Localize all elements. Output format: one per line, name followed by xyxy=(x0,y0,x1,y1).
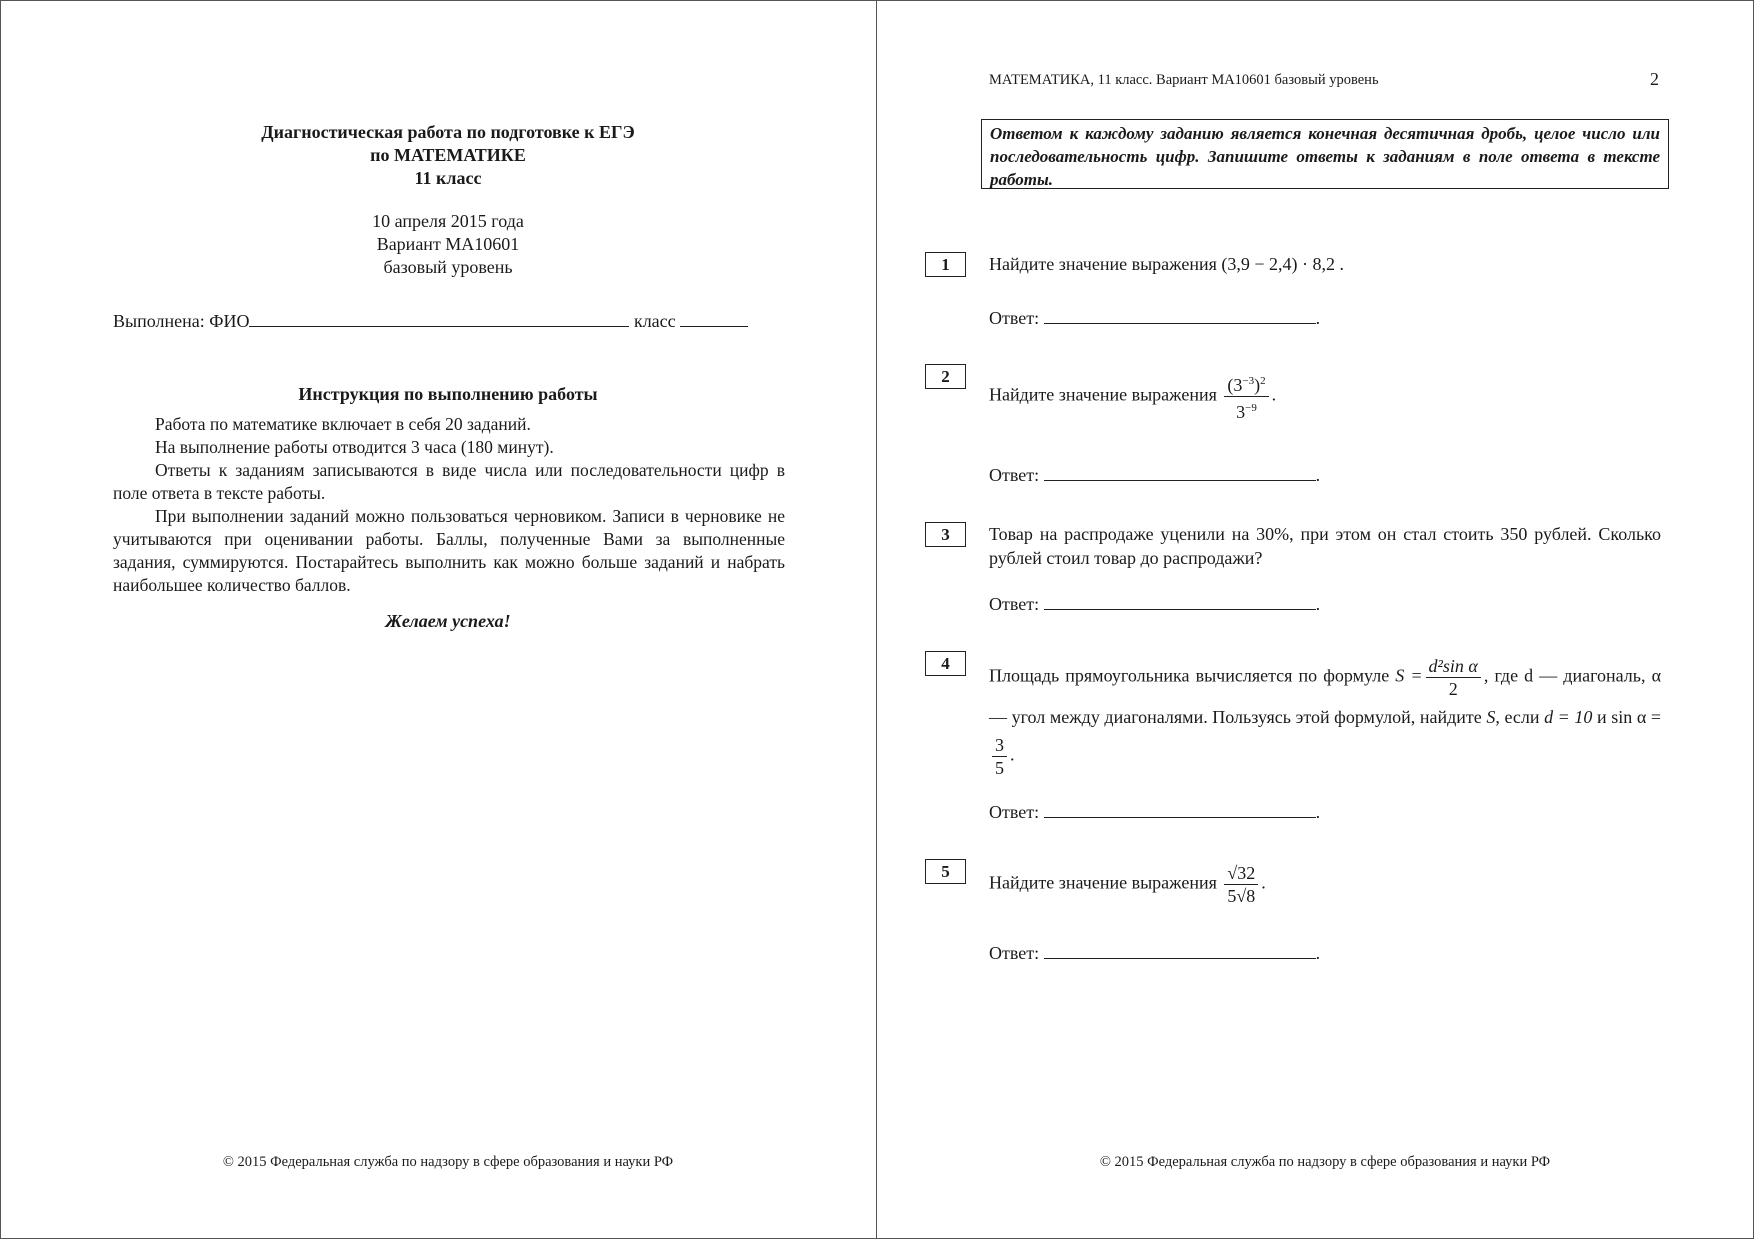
task-2-text: Найдите значение выражения $\frac{(3^{-3})^2}{3^{-9}}$ . xyxy=(989,370,1661,423)
task-number-box: 5 xyxy=(925,859,966,884)
fio-label: Выполнена: ФИО xyxy=(113,311,250,331)
answer-instruction-box: Ответом к каждому заданию является конечная десятичная дробь, целое число или последовательность цифр. Запишите ответы к заданиям в поле ответа в тексте работы. xyxy=(981,119,1669,189)
fraction-numerator: $(3^{-3})^2$ xyxy=(1224,370,1268,397)
title-line: 11 класс xyxy=(414,168,482,188)
task-expression: (3,9 − 2,4) · 8,2 . xyxy=(1221,254,1345,274)
answer-label: Ответ: xyxy=(989,465,1040,485)
fio-row xyxy=(113,310,748,332)
exam-variant: Вариант МА10601 xyxy=(376,234,520,254)
fraction xyxy=(1224,370,1268,423)
answer-label: Ответ: xyxy=(989,594,1040,614)
instruction-paragraph: На выполнение работы отводится 3 часа (180 минут). xyxy=(155,437,554,457)
fraction-numerator: √32 xyxy=(1224,862,1258,885)
answer-label: Ответ: xyxy=(989,943,1040,963)
title-line: Диагностическая работа по подготовке к ЕГЭ xyxy=(261,122,635,142)
instructions-title: Инструкция по выполнению работы xyxy=(298,384,598,404)
fraction xyxy=(1224,862,1258,907)
answer-label: Ответ: xyxy=(989,802,1040,822)
instruction-paragraph: Ответы к заданиям записываются в виде числа или последовательности цифр в поле ответа в тексте работы. xyxy=(113,460,785,503)
class-field[interactable] xyxy=(680,310,748,327)
instruction-paragraph: Работа по математике включает в себя 20 заданий. xyxy=(155,414,531,434)
fio-field[interactable] xyxy=(249,310,629,327)
exam-level: базовый уровень xyxy=(383,257,513,277)
answer-row: Ответ: . xyxy=(989,594,1321,614)
sin-fraction: $\frac{3}{5}$ xyxy=(992,734,1007,779)
running-header: МАТЕМАТИКА, 11 класс. Вариант МА10601 базовый уровень xyxy=(989,72,1379,88)
task-4-text: Площадь прямоугольника вычисляется по формуле S = $\frac{\text{d²sin α}}{2}$ , где d — диагональ, α — угол между диагоналями. Пользуясь этой формулой, найдите S, если d = 10 и sin α = $\frac{3}{5}$ . xyxy=(989,656,1662,778)
answer-row: Ответ: . xyxy=(989,308,1321,328)
page-number: 2 xyxy=(1650,69,1659,89)
fraction-denominator: 5√8 xyxy=(1227,886,1256,906)
task-prompt: Найдите значение выражения xyxy=(989,872,1217,893)
exam-meta xyxy=(112,210,784,279)
task-number-box: 2 xyxy=(925,364,966,389)
answer-field[interactable] xyxy=(1044,464,1316,481)
task-prompt: Найдите значение выражения xyxy=(989,254,1217,274)
task-number-box: 4 xyxy=(925,651,966,676)
right-footer: © 2015 Федеральная служба по надзору в сфере образования и науки РФ xyxy=(1099,1154,1551,1170)
fraction-denominator: $3^{-9}$ xyxy=(1236,402,1257,422)
task-1-text xyxy=(989,252,1661,276)
formula-fraction: $\frac{\text{d²sin α}}{2}$ xyxy=(1426,655,1481,700)
task-3-text: Товар на распродаже уценили на 30%, при этом он стал стоить 350 рублей. Сколько рублей стоил товар до распродажи? xyxy=(989,524,1661,568)
answer-field[interactable] xyxy=(1044,801,1316,818)
task-number-box: 3 xyxy=(925,522,966,547)
title-line: по МАТЕМАТИКЕ xyxy=(370,145,526,165)
document-title xyxy=(112,121,784,190)
page-divider xyxy=(876,0,877,1239)
answer-row: Ответ: . xyxy=(989,802,1321,822)
wish-text: Желаем успеха! xyxy=(385,611,511,631)
instruction-paragraph: При выполнении заданий можно пользоваться черновиком. Записи в черновике не учитываются при оценивании работы. Баллы, полученные Вами за выполненные задания, суммируются. Постарайтесь выполнить как можно больше заданий и набрать наибольшее количество баллов. xyxy=(113,506,785,595)
answer-row: Ответ: . xyxy=(989,465,1321,485)
answer-field[interactable] xyxy=(1044,307,1316,324)
answer-field[interactable] xyxy=(1044,942,1316,959)
instructions xyxy=(113,413,785,597)
task-prompt: Найдите значение выражения xyxy=(989,384,1217,405)
answer-label: Ответ: xyxy=(989,308,1040,328)
task-number-box: 1 xyxy=(925,252,966,277)
task-5-text: Найдите значение выражения $\frac{√32}{5√8}$ . xyxy=(989,863,1266,906)
answer-field[interactable] xyxy=(1044,593,1316,610)
exam-date: 10 апреля 2015 года xyxy=(372,211,524,231)
left-footer: © 2015 Федеральная служба по надзору в сфере образования и науки РФ xyxy=(222,1154,674,1170)
class-label: класс xyxy=(633,311,676,331)
answer-row: Ответ: . xyxy=(989,943,1321,963)
